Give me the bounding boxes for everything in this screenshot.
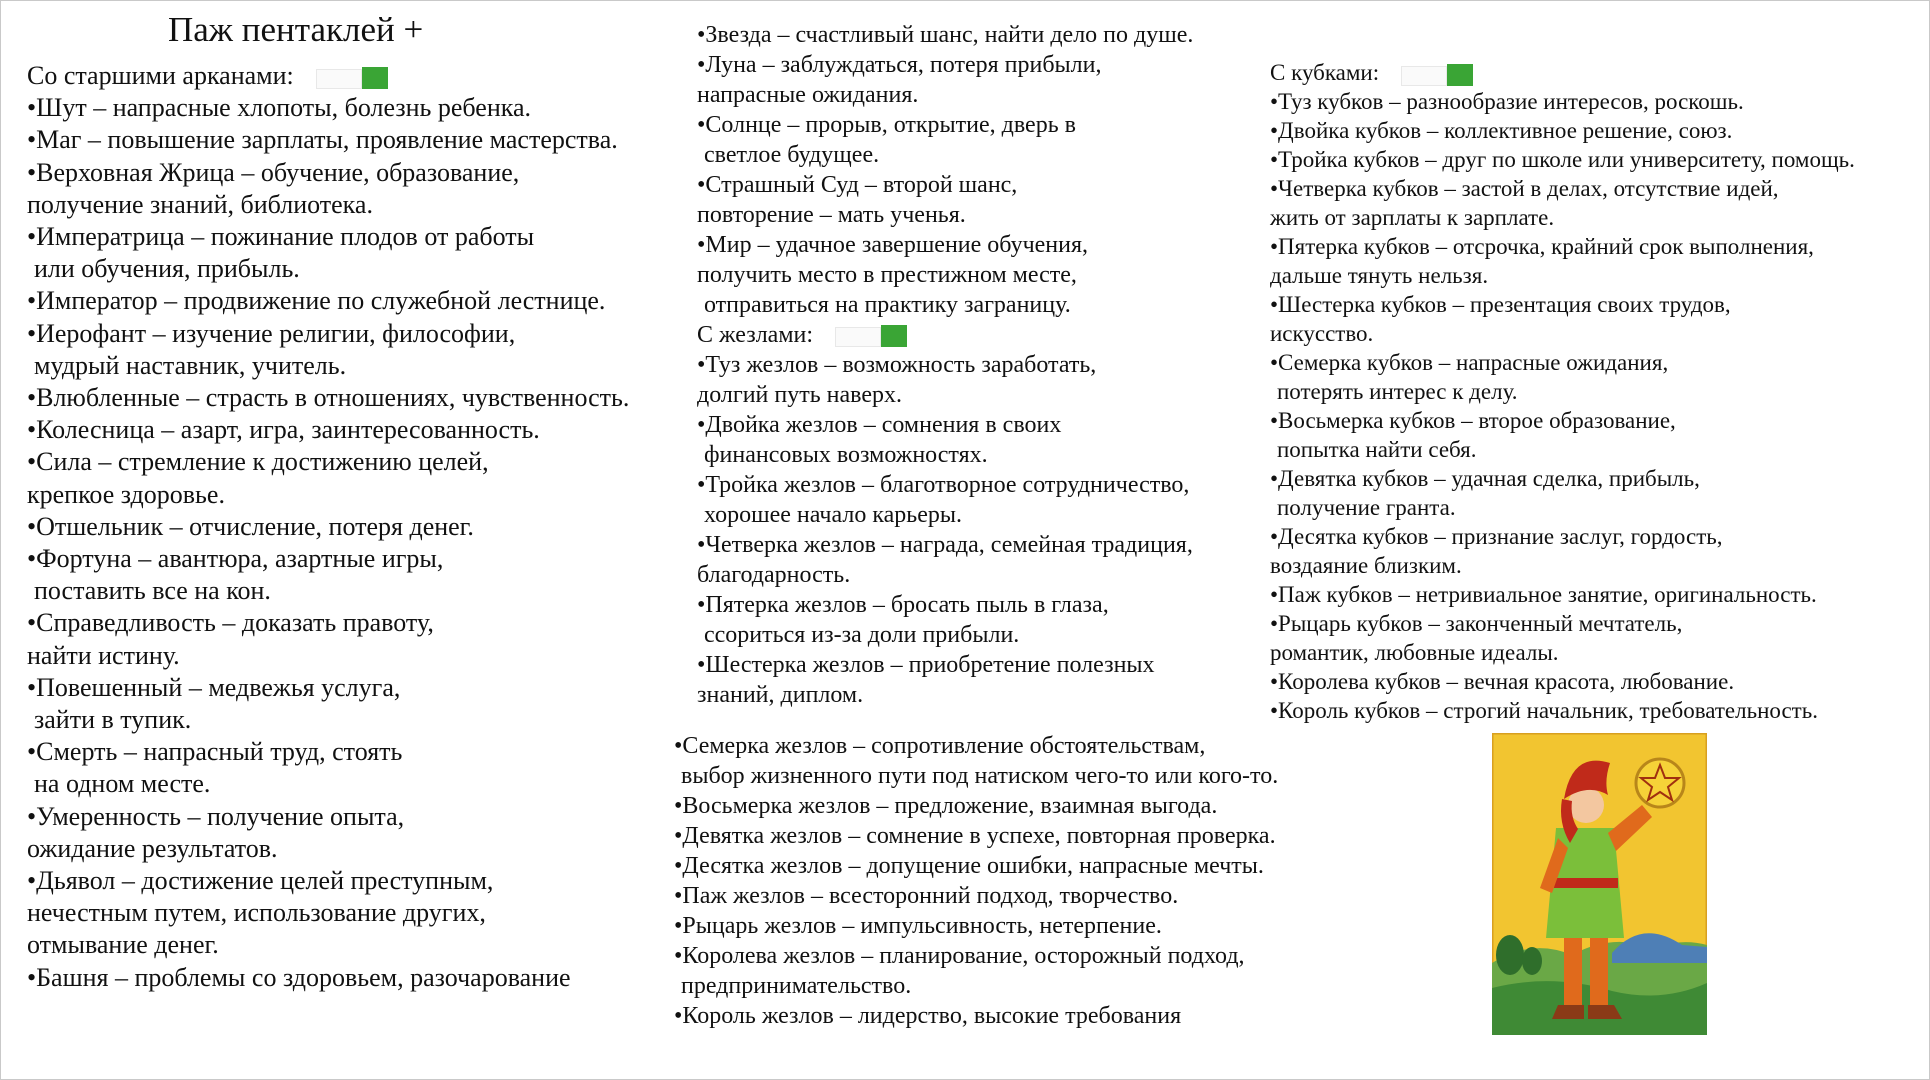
list-item: ссориться из-за доли прибыли. (704, 622, 1020, 648)
list-item: •Десятка жезлов – допущение ошибки, напрасные мечты. (674, 853, 1264, 879)
list-item: •Верховная Жрица – обучение, образование, (27, 157, 520, 187)
list-item: напрасные ожидания. (697, 82, 919, 108)
list-item: долгий путь наверх. (697, 382, 903, 408)
list-item: •Паж жезлов – всесторонний подход, творчество. (674, 883, 1179, 909)
list-item: мудрый наставник, учитель. (34, 350, 347, 380)
list-item: •Звезда – счастливый шанс, найти дело по душе. (697, 22, 1194, 48)
list-item: •Двойка кубков – коллективное решение, союз. (1270, 118, 1733, 143)
cups-heading: С кубками: (1270, 60, 1380, 85)
list-item: •Повешенный – медвежья услуга, (27, 672, 401, 702)
list-item: искусство. (1270, 321, 1374, 346)
list-item: •Девятка жезлов – сомнение в успехе, повторная проверка. (674, 823, 1276, 849)
list-item: предпринимательство. (681, 973, 912, 999)
list-item: •Король жезлов – лидерство, высокие требования (674, 1003, 1182, 1029)
page-of-pentacles-card-icon (1492, 733, 1707, 1035)
cups-column (1270, 58, 1855, 725)
list-item: •Туз кубков – разнообразие интересов, роскошь. (1270, 89, 1744, 114)
list-item: •Король кубков – строгий начальник, требовательность. (1270, 698, 1818, 723)
wands-list (697, 350, 1193, 710)
list-item: или обучения, прибыль. (34, 254, 300, 284)
list-item: •Четверка жезлов – награда, семейная традиция, (697, 532, 1193, 558)
list-item: получение знаний, библиотека. (27, 189, 373, 219)
list-item: •Иерофант – изучение религии, философии, (27, 318, 516, 348)
list-item: •Башня – проблемы со здоровьем, разочарование (27, 962, 571, 992)
list-item: •Императрица – пожинание плодов от работы (27, 222, 535, 252)
major-arcana-continued-list (697, 20, 1193, 320)
list-item: •Восьмерка жезлов – предложение, взаимная выгода. (674, 793, 1218, 819)
list-item: •Влюбленные – страсть в отношениях, чувственность. (27, 383, 630, 413)
major-arcana-heading: Со старшими арканами: (27, 61, 294, 90)
cups-heading-row (1270, 58, 1855, 87)
list-item: •Девятка кубков – удачная сделка, прибыль, (1270, 466, 1700, 491)
list-item: получение гранта. (1277, 495, 1456, 520)
list-item: •Мир – удачное завершение обучения, (697, 232, 1089, 258)
list-item: •Шут – напрасные хлопоты, болезнь ребенка. (27, 93, 532, 123)
list-item: поставить все на кон. (34, 576, 271, 606)
list-item: •Шестерка кубков – презентация своих трудов, (1270, 292, 1731, 317)
list-item: •Колесница – азарт, игра, заинтересованность. (27, 415, 540, 445)
list-item: •Маг – повышение зарплаты, проявление мастерства. (27, 125, 618, 155)
list-item: •Отшельник – отчисление, потеря денег. (27, 511, 474, 541)
column-two (697, 20, 1193, 710)
list-item: благодарность. (697, 562, 851, 588)
list-item: хорошее начало карьеры. (704, 502, 962, 528)
list-item: ожидание результатов. (27, 833, 278, 863)
major-arcana-heading-row (27, 60, 629, 92)
list-item: выбор жизненного пути под натиском чего-то или кого-то. (681, 763, 1279, 789)
list-item: •Справедливость – доказать правоту, (27, 608, 434, 638)
list-item: •Четверка кубков – застой в делах, отсутствие идей, (1270, 176, 1779, 201)
list-item: •Семерка жезлов – сопротивление обстоятельствам, (674, 733, 1206, 759)
major-arcana-column (27, 60, 629, 994)
list-item: •Фортуна – авантюра, азартные игры, (27, 544, 444, 574)
wands-heading-row (697, 320, 1193, 350)
cups-list (1270, 87, 1855, 725)
list-item: отправиться на практику заграницу. (704, 292, 1071, 318)
list-item: получить место в престижном месте, (697, 262, 1077, 288)
list-item: •Рыцарь жезлов – импульсивность, нетерпение. (674, 913, 1162, 939)
list-item: дальше тянуть нельзя. (1270, 263, 1489, 288)
list-item: •Пятерка кубков – отсрочка, крайний срок выполнения, (1270, 234, 1814, 259)
green-square (881, 325, 907, 347)
list-item: знаний, диплом. (697, 682, 864, 708)
green-marker-icon (1401, 64, 1473, 86)
green-square (1447, 64, 1473, 86)
green-marker-icon (316, 67, 388, 89)
list-item: •Семерка кубков – напрасные ожидания, (1270, 350, 1669, 375)
list-item: •Шестерка жезлов – приобретение полезных (697, 652, 1155, 678)
list-item: романтик, любовные идеалы. (1270, 640, 1559, 665)
list-item: повторение – мать ученья. (697, 202, 966, 228)
list-item: нечестным путем, использование других, (27, 898, 486, 928)
list-item: светлое будущее. (704, 142, 880, 168)
list-item: •Император – продвижение по служебной лестнице. (27, 286, 606, 316)
list-item: крепкое здоровье. (27, 479, 225, 509)
list-item: •Пятерка жезлов – бросать пыль в глаза, (697, 592, 1109, 618)
list-item: •Двойка жезлов – сомнения в своих (697, 412, 1062, 438)
list-item: найти истину. (27, 640, 180, 670)
wands-continued-column (674, 731, 1278, 1031)
list-item: •Королева кубков – вечная красота, любование. (1270, 669, 1735, 694)
list-item: •Страшный Суд – второй шанс, (697, 172, 1018, 198)
wands-continued-list (674, 731, 1278, 1031)
list-item: жить от зарплаты к зарплате. (1270, 205, 1555, 230)
list-item: воздаяние близким. (1270, 553, 1462, 578)
list-item: на одном месте. (34, 769, 211, 799)
list-item: •Паж кубков – нетривиальное занятие, оригинальность. (1270, 582, 1817, 607)
list-item: •Туз жезлов – возможность заработать, (697, 352, 1097, 378)
page-title: Паж пентаклей + (168, 10, 424, 49)
major-arcana-list (27, 92, 629, 994)
list-item: финансовых возможностях. (704, 442, 988, 468)
list-item: •Тройка жезлов – благотворное сотрудничество, (697, 472, 1190, 498)
list-item: •Сила – стремление к достижению целей, (27, 447, 489, 477)
list-item: •Луна – заблуждаться, потеря прибыли, (697, 52, 1102, 78)
list-item: отмывание денег. (27, 930, 219, 960)
list-item: •Рыцарь кубков – законченный мечтатель, (1270, 611, 1683, 636)
green-marker-icon (835, 325, 907, 347)
list-item: попытка найти себя. (1277, 437, 1477, 462)
list-item: •Восьмерка кубков – второе образование, (1270, 408, 1676, 433)
list-item: •Дьявол – достижение целей преступным, (27, 866, 494, 896)
list-item: •Умеренность – получение опыта, (27, 801, 405, 831)
list-item: •Десятка кубков – признание заслуг, гордость, (1270, 524, 1723, 549)
list-item: зайти в тупик. (34, 705, 192, 735)
wands-heading: С жезлами: (697, 322, 814, 348)
green-square (362, 67, 388, 89)
list-item: •Тройка кубков – друг по школе или университету, помощь. (1270, 147, 1855, 172)
list-item: •Солнце – прорыв, открытие, дверь в (697, 112, 1076, 138)
list-item: потерять интерес к делу. (1277, 379, 1518, 404)
list-item: •Смерть – напрасный труд, стоять (27, 737, 403, 767)
list-item: •Королева жезлов – планирование, осторожный подход, (674, 943, 1245, 969)
